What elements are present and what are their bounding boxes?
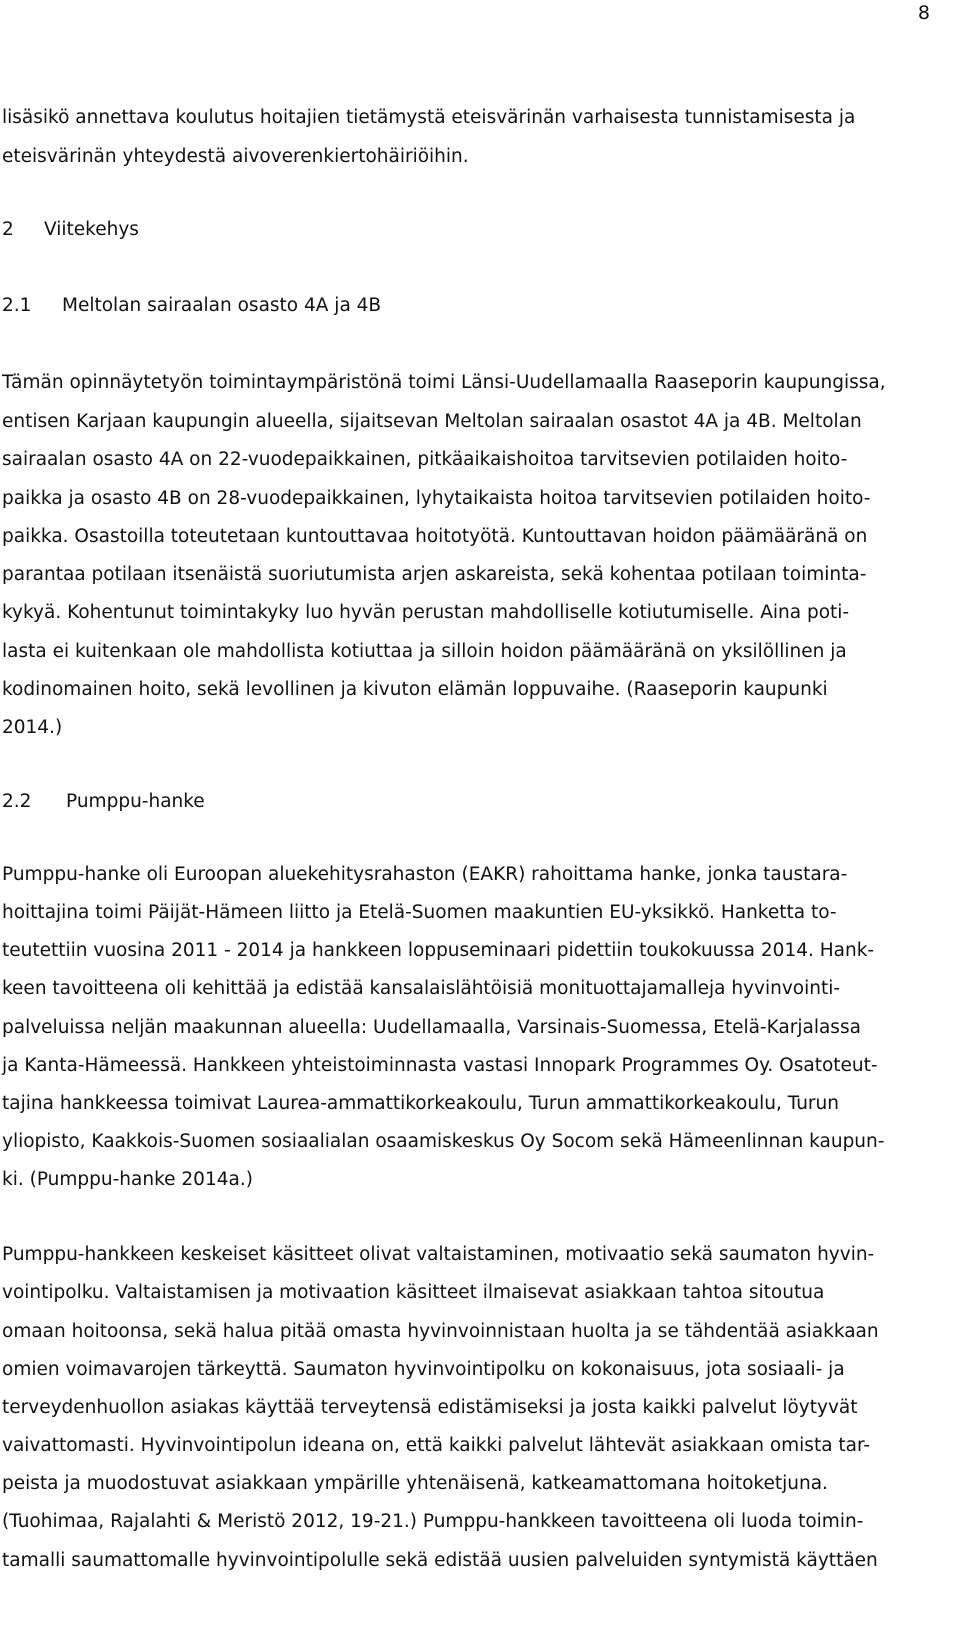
paragraph-line: sairaalan osasto 4A on 22-vuodepaikkainen, pitkäaikaishoitoa tarvitsevien potilaiden hoito- bbox=[2, 449, 848, 470]
paragraph-line: entisen Karjaan kaupungin alueella, sijaitsevan Meltolan sairaalan osastot 4A ja 4B. Meltolan bbox=[2, 411, 862, 432]
section-title: Pumppu-hanke bbox=[66, 791, 205, 812]
intro-line: eteisvärinän yhteydestä aivoverenkiertohäiriöihin. bbox=[2, 146, 469, 167]
paragraph-line: ja Kanta-Hämeessä. Hankkeen yhteistoiminnasta vastasi Innopark Programmes Oy. Osatoteut- bbox=[2, 1055, 878, 1076]
paragraph-line: teutettiin vuosina 2011 - 2014 ja hankkeen loppuseminaari pidettiin toukokuussa 2014. Hank- bbox=[2, 940, 875, 961]
section-number: 2.1 bbox=[2, 295, 32, 316]
paragraph-line: tamalli saumattomalle hyvinvointipolulle sekä edistää uusien palveluiden syntymistä käyttäen bbox=[2, 1550, 878, 1571]
paragraph-line: hoittajina toimi Päijät-Hämeen liitto ja Etelä-Suomen maakuntien EU-yksikkö. Hanketta to- bbox=[2, 902, 837, 923]
paragraph-line: kodinomainen hoito, sekä levollinen ja kivuton elämän loppuvaihe. (Raaseporin kaupunki bbox=[2, 679, 828, 700]
intro-line: lisäsikö annettava koulutus hoitajien tietämystä eteisvärinän varhaisesta tunnistamisesta ja bbox=[2, 107, 856, 128]
paragraph-line: (Tuohimaa, Rajalahti & Meristö 2012, 19-21.) Pumppu-hankkeen tavoitteena oli luoda toimin- bbox=[2, 1511, 864, 1532]
paragraph-line: Tämän opinnäytetyön toimintaympäristönä toimi Länsi-Uudellamaalla Raaseporin kaupungissa, bbox=[2, 372, 886, 393]
paragraph-line: vaivattomasti. Hyvinvointipolun ideana on, että kaikki palvelut lähtevät asiakkaan omista tar- bbox=[2, 1435, 871, 1456]
section-heading-2-1 bbox=[2, 294, 381, 318]
paragraph-line: omien voimavarojen tärkeyttä. Saumaton hyvinvointipolku on kokonaisuus, jota sosiaali- ja bbox=[2, 1359, 845, 1380]
paragraph-line: ki. (Pumppu-hanke 2014a.) bbox=[2, 1169, 253, 1190]
section-heading-2 bbox=[2, 218, 139, 242]
section-heading-2-2 bbox=[2, 790, 205, 814]
paragraph-line: tajina hankkeessa toimivat Laurea-ammattikorkeakoulu, Turun ammattikorkeakoulu, Turun bbox=[2, 1093, 839, 1114]
paragraph-line: terveydenhuollon asiakas käyttää terveytensä edistämiseksi ja josta kaikki palvelut löytyvät bbox=[2, 1397, 858, 1418]
section-title: Viitekehys bbox=[44, 219, 139, 240]
paragraph-line: palveluissa neljän maakunnan alueella: Uudellamaalla, Varsinais-Suomessa, Etelä-Karjalassa bbox=[2, 1017, 861, 1038]
section-number: 2 bbox=[2, 219, 14, 240]
paragraph-line: Pumppu-hankkeen keskeiset käsitteet olivat valtaistaminen, motivaatio sekä saumaton hyvin- bbox=[2, 1244, 875, 1265]
paragraph-line: lasta ei kuitenkaan ole mahdollista kotiuttaa ja silloin hoidon päämääränä on yksilöllinen ja bbox=[2, 641, 847, 662]
paragraph-line: paikka. Osastoilla toteutetaan kuntouttavaa hoitotyötä. Kuntouttavan hoidon päämääränä on bbox=[2, 526, 868, 547]
paragraph-line: yliopisto, Kaakkois-Suomen sosiaalialan osaamiskeskus Oy Socom sekä Hämeenlinnan kaupun- bbox=[2, 1131, 885, 1152]
paragraph-line: kykyä. Kohentunut toimintakyky luo hyvän perustan mahdolliselle kotiutumiselle. Aina poti- bbox=[2, 602, 850, 623]
paragraph-line: keen tavoitteena oli kehittää ja edistää kansalaislähtöisiä monituottajamalleja hyvinvointi- bbox=[2, 978, 841, 999]
paragraph-line: paikka ja osasto 4B on 28-vuodepaikkainen, lyhytaikaista hoitoa tarvitsevien potilaiden hoito- bbox=[2, 488, 871, 509]
paragraph-line: omaan hoitoonsa, sekä halua pitää omasta hyvinvoinnistaan huolta ja se tähdentää asiakkaan bbox=[2, 1321, 879, 1342]
paragraph-line: Pumppu-hanke oli Euroopan aluekehitysrahaston (EAKR) rahoittama hanke, jonka taustara- bbox=[2, 864, 848, 885]
paragraph-line: vointipolku. Valtaistamisen ja motivaation käsitteet ilmaisevat asiakkaan tahtoa sitoutua bbox=[2, 1282, 825, 1303]
section-title: Meltolan sairaalan osasto 4A ja 4B bbox=[62, 295, 382, 316]
paragraph-line: peista ja muodostuvat asiakkaan ympärille yhtenäisenä, katkeamattomana hoitoketjuna. bbox=[2, 1473, 828, 1494]
paragraph-line: 2014.) bbox=[2, 717, 63, 738]
page-number: 8 bbox=[917, 2, 930, 24]
section-number: 2.2 bbox=[2, 791, 32, 812]
paragraph-line: parantaa potilaan itsenäistä suoriutumista arjen askareista, sekä kohentaa potilaan toiminta- bbox=[2, 564, 867, 585]
